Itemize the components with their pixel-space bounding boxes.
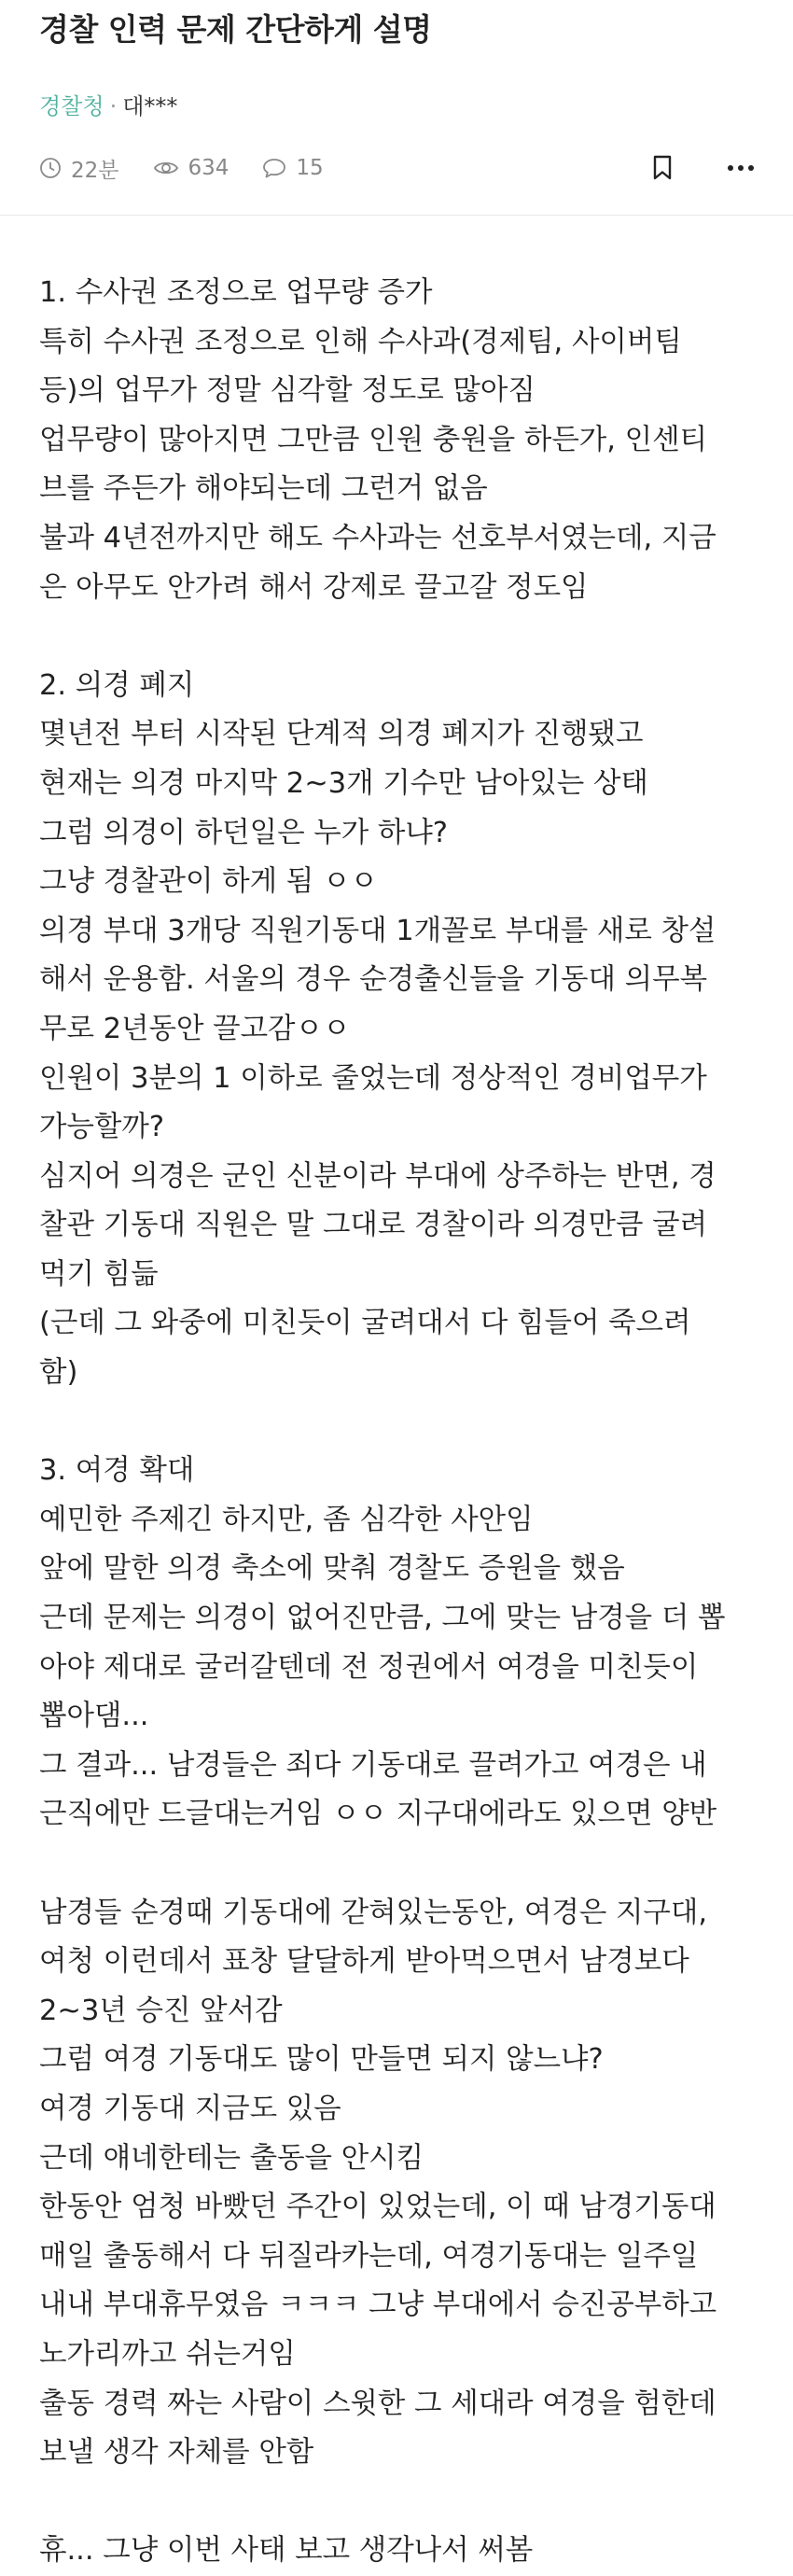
more-dots-icon [727, 164, 755, 172]
body-line: 무로 2년동안 끌고감ㅇㅇ [39, 1012, 351, 1045]
body-line: 근데 문제는 의경이 없어진만큼, 그에 맞는 남경을 더 뽑 [39, 1602, 726, 1635]
body-line: 함) [39, 1356, 78, 1390]
body-line: 은 아무도 안가려 해서 강제로 끌고갈 정도임 [39, 570, 589, 604]
body-line: 노가리까고 쉬는거임 [39, 2337, 296, 2371]
body-line: 심지어 의경은 군인 신분이라 부대에 상주하는 반면, 경 [39, 1159, 716, 1193]
body-line: 그럼 의경이 하던일은 누가 하냐? [39, 816, 448, 849]
post-header [0, 0, 793, 215]
body-line: 1. 수사권 조정으로 업무량 증가 [39, 276, 433, 309]
body-line: 여청 이런데서 표창 달달하게 받아먹으면서 남경보다 [39, 1945, 689, 1979]
body-line: 가능할까? [39, 1111, 165, 1144]
body-line: 특히 수사권 조정으로 인해 수사과(경제팀, 사이버팀 [39, 325, 682, 358]
time-value: 22분 [71, 158, 119, 183]
bookmark-icon [652, 155, 673, 181]
body-line: 현재는 의경 마지막 2~3개 기수만 남아있는 상태 [39, 766, 648, 800]
post-title: 경찰 인력 문제 간단하게 설명 [39, 11, 432, 48]
post-actions [644, 149, 759, 187]
clock-icon [39, 157, 62, 179]
post-body [39, 269, 786, 2576]
body-line: 앞에 말한 의경 축소에 맞춰 경찰도 증원을 했음 [39, 1552, 625, 1586]
post-stats [39, 149, 357, 187]
meta-separator: · [109, 93, 118, 119]
body-line: 먹기 힘듦 [39, 1257, 159, 1291]
body-line: 예민한 주제긴 하지만, 좀 심각한 사안임 [39, 1503, 534, 1536]
body-line: 의경 부대 3개당 직원기동대 1개꼴로 부대를 새로 창설 [39, 914, 716, 947]
body-line: 그 결과... 남경들은 죄다 기동대로 끌려가고 여경은 내 [39, 1748, 707, 1782]
body-line: 불과 4년전까지만 해도 수사과는 선호부서였는데, 지금 [39, 521, 716, 554]
body-line [39, 1840, 786, 1889]
time-stat [39, 153, 119, 184]
eye-icon [153, 157, 179, 179]
body-line: 보낼 생각 자체를 안함 [39, 2436, 314, 2470]
body-line: 출동 경력 짜는 사람이 스윗한 그 세대라 여경을 험한데 [39, 2387, 716, 2420]
body-line: 그럼 여경 기동대도 많이 만들면 되지 않느냐? [39, 2043, 604, 2077]
body-line: 근데 얘네한테는 출동을 안시킴 [39, 2141, 424, 2175]
body-line: 3. 여경 확대 [39, 1454, 195, 1488]
body-line: 업무량이 많아지면 그만큼 인원 충원을 하든가, 인센티 [39, 423, 708, 456]
comment-icon [262, 157, 286, 179]
body-line: 찰관 기동대 직원은 말 그대로 경찰이라 의경만큼 굴려 [39, 1209, 708, 1242]
body-line: 남경들 순경때 기동대에 갇혀있는동안, 여경은 지구대, [39, 1896, 708, 1929]
views-value: 634 [188, 156, 230, 180]
body-line: 내내 부대휴무였음 ㅋㅋㅋ 그냥 부대에서 승진공부하고 [39, 2289, 717, 2322]
body-line: 여경 기동대 지금도 있음 [39, 2092, 341, 2125]
body-line [39, 2478, 786, 2527]
header-divider [0, 215, 793, 216]
body-line: 한동안 엄청 바빴던 주간이 있었는데, 이 때 남경기동대 [39, 2191, 716, 2224]
body-line: 2~3년 승진 앞서감 [39, 1994, 283, 2027]
body-line [39, 1398, 786, 1448]
body-line: 그냥 경찰관이 하게 됨 ㅇㅇ [39, 865, 378, 899]
body-line: 브를 주든가 해야되는데 그런거 없음 [39, 472, 488, 506]
post-meta [39, 88, 177, 120]
body-line: 근직에만 드글대는거임 ㅇㅇ 지구대에라도 있으면 양반 [39, 1798, 717, 1831]
body-line: 아야 제대로 굴러갈텐데 전 정권에서 여경을 미친듯이 [39, 1650, 699, 1684]
author-name[interactable]: 대*** [122, 93, 178, 119]
views-stat [153, 156, 230, 180]
body-line: 인원이 3분의 1 이하로 줄었는데 정상적인 경비업무가 [39, 1061, 707, 1095]
bookmark-button[interactable] [644, 149, 681, 187]
body-line: 몇년전 부터 시작된 단계적 의경 폐지가 진행됐고 [39, 718, 644, 751]
body-line: 매일 출동해서 다 뒤질라카는데, 여경기동대는 일주일 [39, 2239, 699, 2273]
more-button[interactable] [722, 149, 759, 187]
body-line: 2. 의경 폐지 [39, 668, 195, 702]
body-line [39, 612, 786, 662]
body-line: 등)의 업무가 정말 심각할 정도로 많아짐 [39, 374, 536, 408]
body-line: (근데 그 와중에 미친듯이 굴려대서 다 힘들어 죽으려 [39, 1307, 691, 1340]
body-line: 휴... 그냥 이번 사태 보고 생각나서 써봄 [39, 2534, 534, 2568]
comments-value: 15 [296, 156, 324, 180]
comments-stat[interactable] [262, 156, 323, 180]
board-link[interactable]: 경찰청 [39, 93, 104, 119]
body-line: 해서 운용함. 서울의 경우 순경출신들을 기동대 의무복 [39, 963, 708, 997]
body-line: 뽑아댐... [39, 1700, 149, 1733]
